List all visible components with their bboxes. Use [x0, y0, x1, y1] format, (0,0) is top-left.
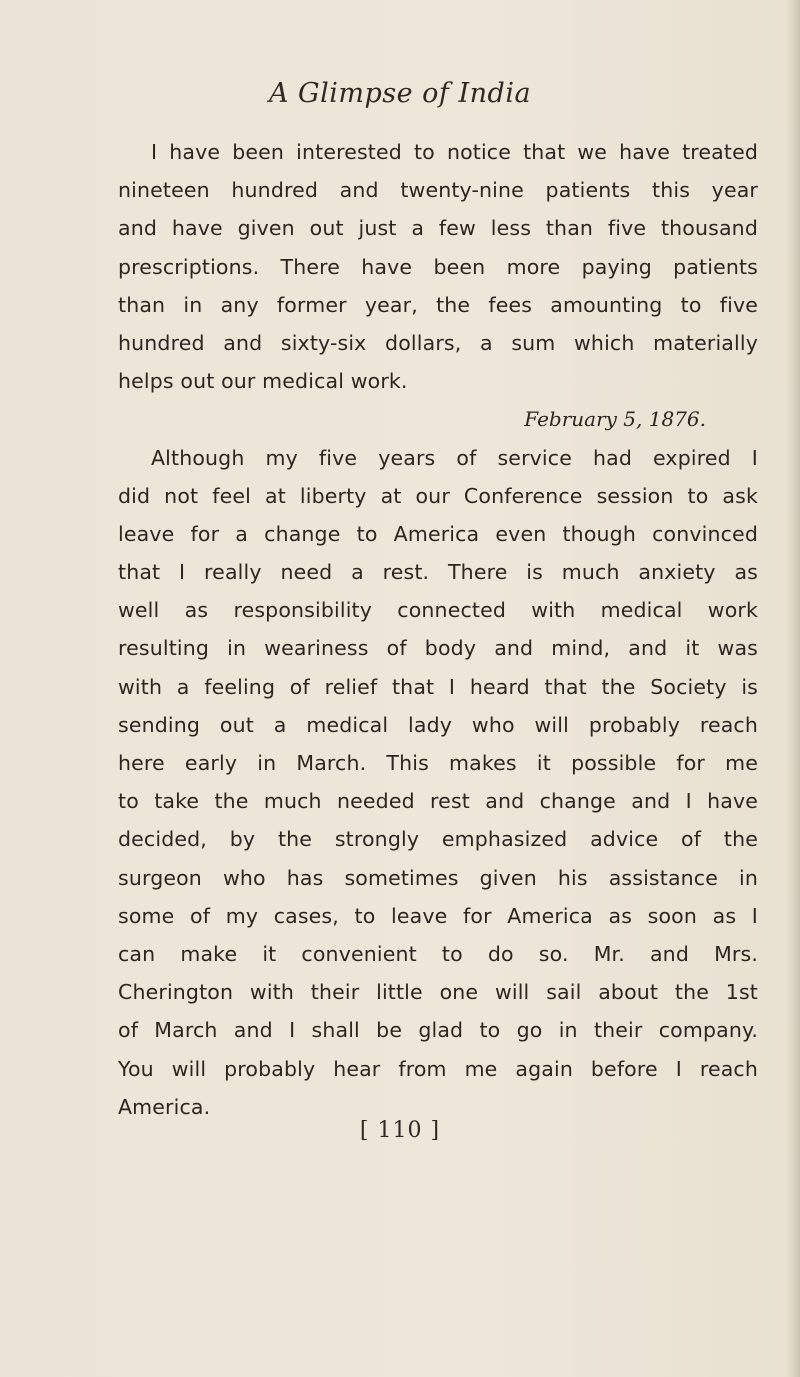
text-line: America. — [118, 1094, 211, 1119]
text-line: with a feeling of relief that I heard that the Society is — [118, 674, 758, 699]
text-line: did not feel at liberty at our Conference session to ask — [118, 483, 758, 508]
text-line: leave for a change to America even though convinced — [118, 521, 758, 546]
text-line: well as responsibility connected with medical work — [118, 598, 758, 623]
body-text — [118, 133, 758, 1126]
text-line: hundred and sixty-six dollars, a sum which materially — [118, 330, 758, 355]
text-line: decided, by the strongly emphasized advice of the — [118, 827, 758, 852]
text-line: surgeon who has sometimes given his assistance in — [118, 865, 758, 890]
page-edge-shadow — [786, 0, 800, 1377]
text-line: can make it convenient to do so. Mr. and Mrs. — [118, 941, 758, 966]
dateline: February 5, 1876. — [524, 407, 706, 432]
text-line: You will probably hear from me again before I reach — [118, 1056, 758, 1081]
text-line: some of my cases, to leave for America as soon as I — [118, 903, 758, 928]
running-head: A Glimpse of India — [268, 78, 532, 109]
text-line: Cherington with their little one will sail about the 1st — [118, 980, 758, 1005]
text-line: that I really need a rest. There is much anxiety as — [118, 560, 758, 585]
page-number: [ 110 ] — [359, 1118, 441, 1143]
text-line: and have given out just a few less than five thousand — [118, 216, 758, 241]
text-line: prescriptions. There have been more paying patients — [118, 254, 758, 279]
text-line: to take the much needed rest and change and I have — [118, 789, 758, 814]
text-line: helps out our medical work. — [118, 369, 408, 394]
text-line: of March and I shall be glad to go in their company. — [118, 1018, 758, 1043]
text-line: I have been interested to notice that we have treated — [151, 140, 758, 164]
text-line: here early in March. This makes it possible for me — [118, 751, 758, 775]
text-line: resulting in weariness of body and mind, and it was — [118, 636, 758, 661]
text-line: Although my five years of service had expired I — [151, 445, 758, 470]
text-line: than in any former year, the fees amounting to five — [118, 292, 758, 317]
text-line: sending out a medical lady who will probably reach — [118, 712, 758, 737]
text-line: nineteen hundred and twenty-nine patients this year — [118, 178, 758, 203]
